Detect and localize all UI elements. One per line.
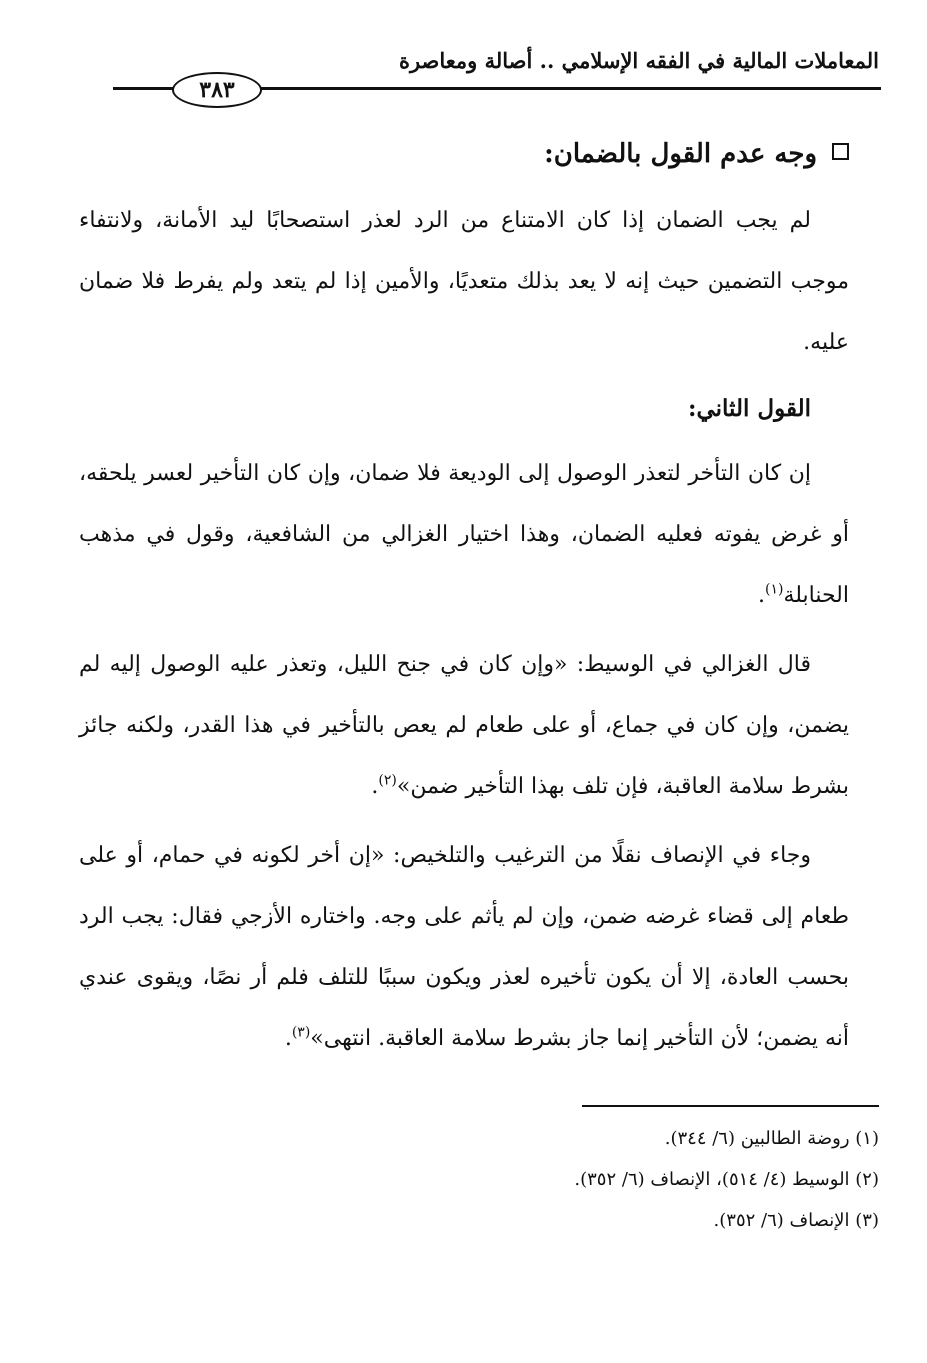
footnote-ref: (١)	[764, 581, 784, 598]
end-mark: .	[757, 583, 765, 608]
end-mark: .	[284, 1026, 292, 1051]
running-title: المعاملات المالية في الفقه الإسلامي .. أصالة ومعاصرة	[398, 48, 879, 73]
end-mark: .	[371, 774, 379, 799]
page-number: ٣٨٣	[172, 72, 262, 108]
footnote-ref: (٣)	[291, 1024, 311, 1041]
footnote: (٢) الوسيط (٤/ ٥١٤)، الإنصاف (٦/ ٣٥٢).	[574, 1169, 879, 1190]
footnotes	[279, 1118, 879, 1241]
paragraph-text: قال الغزالي في الوسيط: «وإن كان في جنح الليل، وتعذر عليه الوصول إليه لم يضمن، وإن كان في جماع، أو على طعام لم يعص بالتأخير في هذا القدر، ولكنه جائز بشرط سلامة العاقبة، فإن تلف بهذا التأخير ضمن»	[79, 652, 849, 799]
footnote: (٣) الإنصاف (٦/ ٣٥٢).	[713, 1210, 879, 1231]
footnote-separator	[582, 1105, 879, 1107]
section-heading	[79, 130, 849, 178]
footnote: (١) روضة الطالبين (٦/ ٣٤٤).	[664, 1128, 879, 1149]
main-text	[79, 130, 849, 1077]
paragraph-text: إن كان التأخر لتعذر الوصول إلى الوديعة فلا ضمان، وإن كان التأخير لعسر يلحقه، أو غرض يفوته فعليه الضمان، وهذا اختيار الغزالي من الشافعية، وقول في مذهب الحنابلة	[79, 461, 849, 608]
paragraph	[79, 443, 849, 626]
paragraph-text: وجاء في الإنصاف نقلًا من الترغيب والتلخيص: «إن أخر لكونه في حمام، أو على طعام إلى قضاء غرضه ضمن، وإن لم يأثم على وجه. واختاره الأزجي فقال: يجب الرد بحسب العادة، إلا أن يكون تأخيره لعذر ويكون سببًا للتلف فلم أر نصًا، ويقوى عندي أنه يضمن؛ لأن التأخير إنما جاز بشرط سلامة العاقبة. انتهى»	[79, 843, 849, 1051]
section-heading-text: وجه عدم القول بالضمان:	[544, 139, 817, 169]
footnote-ref: (٢)	[378, 772, 397, 789]
paragraph	[79, 825, 849, 1069]
paragraph	[79, 634, 849, 817]
subheading: القول الثاني:	[687, 395, 811, 422]
checkbox-square-icon	[832, 143, 849, 160]
paragraph: لم يجب الضمان إذا كان الامتناع من الرد لعذر استصحابًا ليد الأمانة، ولانتفاء موجب التضمين حيث إنه لا يعد بذلك متعديًا، والأمين إذا لم يتعد ولم يفرط فلا ضمان عليه.	[79, 208, 849, 355]
